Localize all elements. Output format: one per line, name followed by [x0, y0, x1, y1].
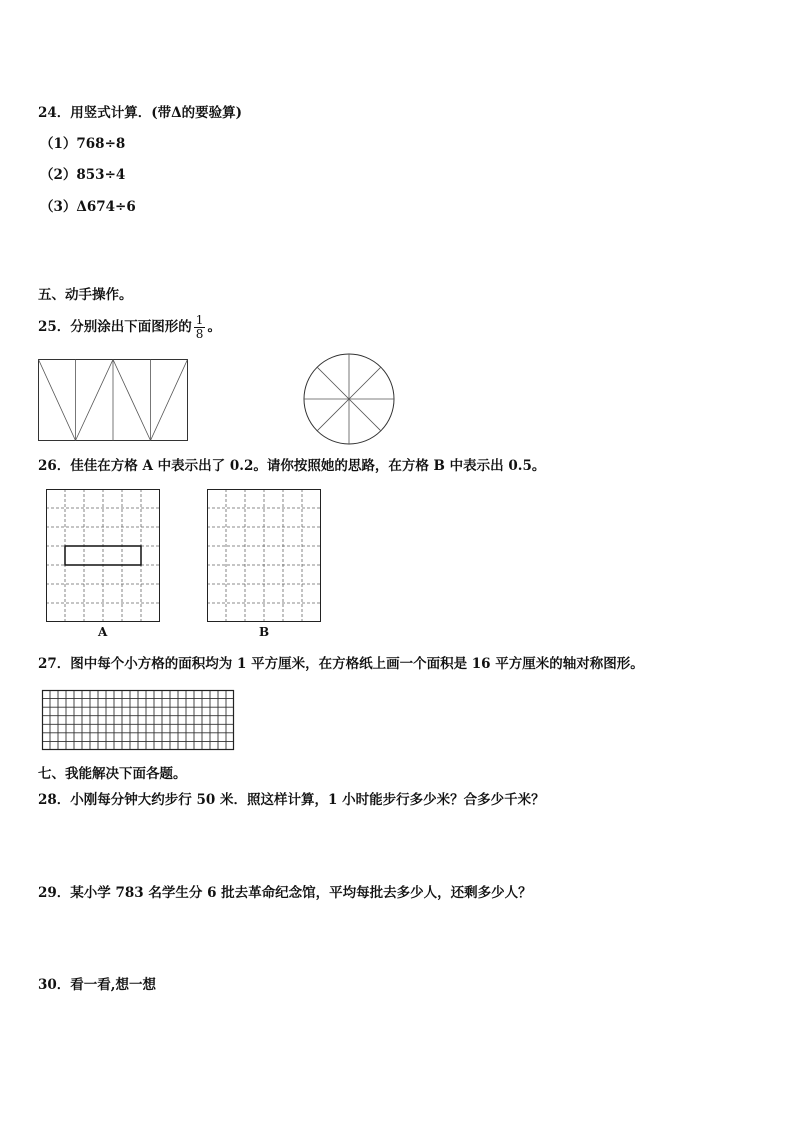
- q29-text: 29．某小学 783 名学生分 6 批去革命纪念馆，平均每批去多少人，还剩多少人？: [38, 885, 532, 901]
- grid-b-label: B: [259, 625, 270, 639]
- grid-a[interactable]: [46, 489, 160, 622]
- circle-eighths-figure[interactable]: [303, 353, 395, 445]
- q30-text: 30．看一看,想一想: [38, 977, 156, 993]
- fraction-one-eighth: [194, 314, 206, 341]
- grid-a-label: A: [98, 625, 108, 639]
- q24-item-3: （3）Δ674÷6: [40, 199, 136, 215]
- q24-item-1: （1）768÷8: [40, 136, 126, 152]
- q24-title: 24．用竖式计算．(带Δ的要验算): [38, 105, 243, 121]
- q25-text-before: 25．分别涂出下面图形的: [38, 319, 192, 335]
- section-7-title: 七、我能解决下面各题。: [38, 766, 187, 782]
- fraction-numerator: 1: [195, 313, 204, 327]
- q24-item-2: （2）853÷4: [40, 167, 126, 183]
- q26-text: 26．佳佳在方格 A 中表示出了 0.2。请你按照她的思路，在方格 B 中表示出 0.5。: [38, 458, 546, 474]
- q27-text: 27．图中每个小方格的面积均为 1 平方厘米，在方格纸上画一个面积是 16 平方厘米的轴对称图形。: [38, 656, 644, 672]
- section-5-title: 五、动手操作。: [38, 287, 133, 303]
- grid-b[interactable]: [207, 489, 321, 622]
- q25-text-after: 。: [207, 319, 221, 335]
- q28-text: 28．小刚每分钟大约步行 50 米．照这样计算，1 小时能步行多少米？合多少千米？: [38, 792, 545, 808]
- q25-text: [38, 314, 221, 341]
- square-grid-paper[interactable]: [42, 690, 234, 750]
- zigzag-rectangle-figure[interactable]: [38, 359, 188, 441]
- fraction-denominator: 8: [195, 327, 204, 341]
